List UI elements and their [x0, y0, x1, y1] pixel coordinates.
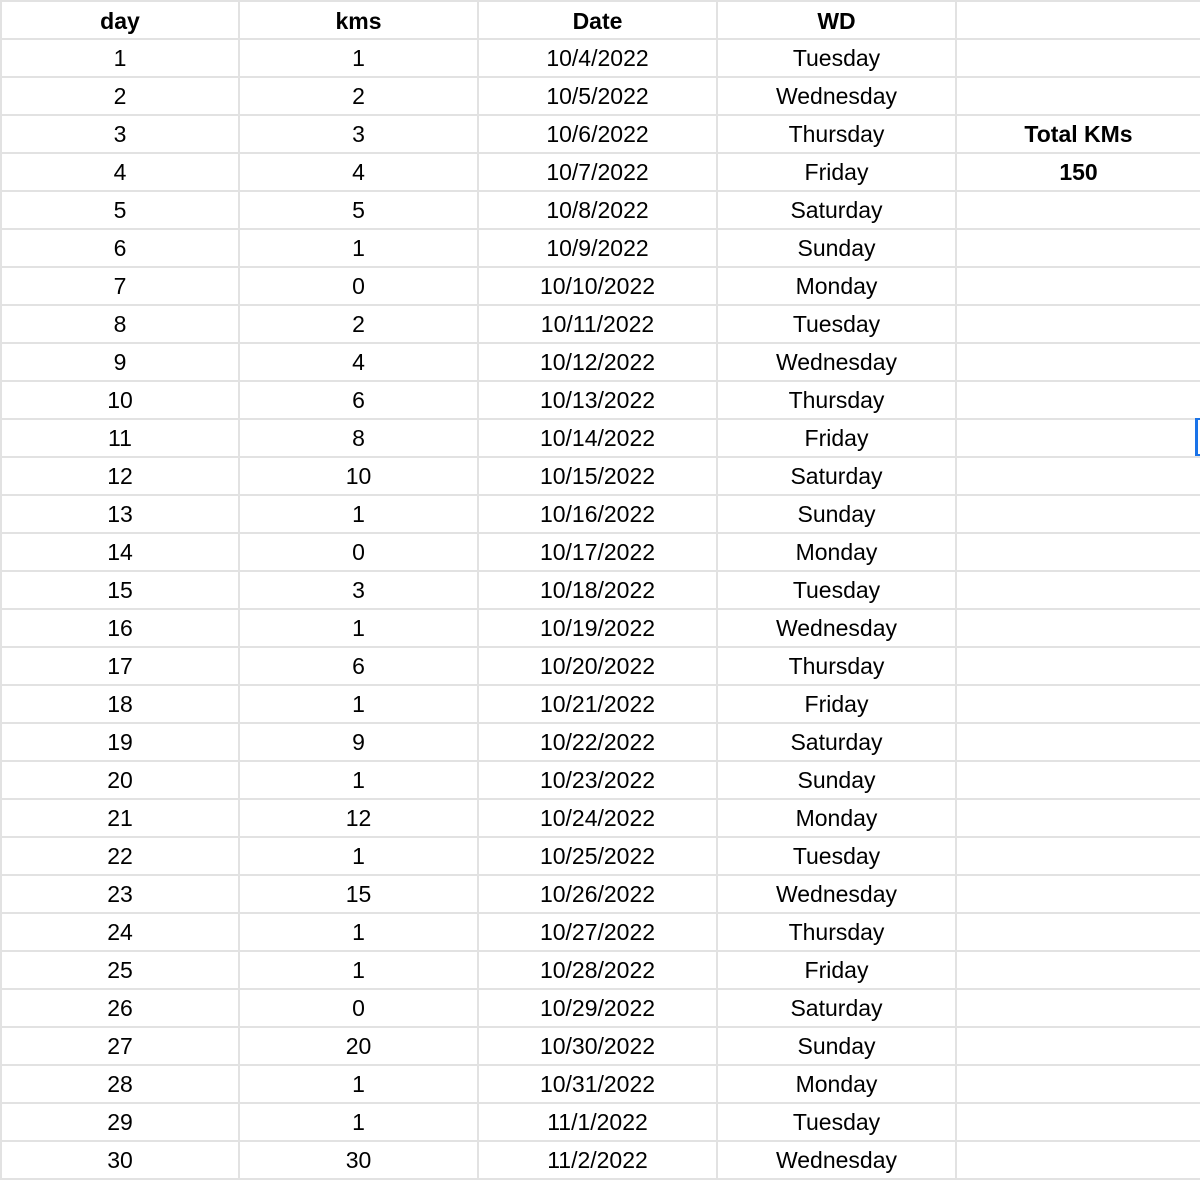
- cell-date[interactable]: 10/11/2022: [479, 306, 718, 344]
- cell-kms[interactable]: 1: [240, 496, 479, 534]
- cell-kms[interactable]: 15: [240, 876, 479, 914]
- cell-date[interactable]: 10/30/2022: [479, 1028, 718, 1066]
- cell-kms[interactable]: 0: [240, 268, 479, 306]
- cell-date[interactable]: 10/7/2022: [479, 154, 718, 192]
- cell-day[interactable]: 17: [0, 648, 240, 686]
- table-row: [0, 344, 1200, 382]
- table-row: [0, 116, 1200, 154]
- cell-day[interactable]: 6: [0, 230, 240, 268]
- cell-kms[interactable]: 1: [240, 610, 479, 648]
- header-cell-wd[interactable]: WD: [718, 0, 957, 40]
- table-row: [0, 382, 1200, 420]
- cell-day[interactable]: 4: [0, 154, 240, 192]
- cell-wd[interactable]: Saturday: [718, 458, 957, 496]
- table-row: [0, 458, 1200, 496]
- cell-date[interactable]: 10/20/2022: [479, 648, 718, 686]
- cell-wd[interactable]: Tuesday: [718, 40, 957, 78]
- cell-kms[interactable]: 1: [240, 686, 479, 724]
- cell-kms[interactable]: 5: [240, 192, 479, 230]
- cell-kms[interactable]: 1: [240, 40, 479, 78]
- cell-empty[interactable]: [957, 990, 1200, 1028]
- cell-wd[interactable]: Sunday: [718, 762, 957, 800]
- cell-day[interactable]: 25: [0, 952, 240, 990]
- cell-empty[interactable]: [957, 268, 1200, 306]
- cell-date[interactable]: 10/9/2022: [479, 230, 718, 268]
- cell-kms[interactable]: 1: [240, 1104, 479, 1142]
- cell-day[interactable]: 22: [0, 838, 240, 876]
- cell-empty[interactable]: [957, 610, 1200, 648]
- cell-kms[interactable]: 20: [240, 1028, 479, 1066]
- cell-wd[interactable]: Thursday: [718, 914, 957, 952]
- cell-date[interactable]: 10/22/2022: [479, 724, 718, 762]
- cell-wd[interactable]: Monday: [718, 1066, 957, 1104]
- cell-day[interactable]: 20: [0, 762, 240, 800]
- cell-empty[interactable]: [957, 344, 1200, 382]
- cell-date[interactable]: 10/27/2022: [479, 914, 718, 952]
- cell-day[interactable]: 19: [0, 724, 240, 762]
- cell-kms[interactable]: 0: [240, 534, 479, 572]
- cell-empty[interactable]: [957, 496, 1200, 534]
- cell-date[interactable]: 10/10/2022: [479, 268, 718, 306]
- cell-day[interactable]: 8: [0, 306, 240, 344]
- cell-day[interactable]: 28: [0, 1066, 240, 1104]
- header-cell-day[interactable]: day: [0, 0, 240, 40]
- cell-empty[interactable]: [957, 952, 1200, 990]
- cell-empty[interactable]: [957, 572, 1200, 610]
- cell-wd[interactable]: Monday: [718, 534, 957, 572]
- cell-day[interactable]: 1: [0, 40, 240, 78]
- cell-day[interactable]: 23: [0, 876, 240, 914]
- cell-kms[interactable]: 0: [240, 990, 479, 1028]
- cell-date[interactable]: 10/31/2022: [479, 1066, 718, 1104]
- cell-date[interactable]: 10/19/2022: [479, 610, 718, 648]
- cell-date[interactable]: 10/12/2022: [479, 344, 718, 382]
- table-row: [0, 534, 1200, 572]
- cell-empty[interactable]: [957, 420, 1200, 458]
- cell-date[interactable]: 10/16/2022: [479, 496, 718, 534]
- cell-empty[interactable]: [957, 382, 1200, 420]
- cell-date[interactable]: 10/6/2022: [479, 116, 718, 154]
- cell-wd[interactable]: Sunday: [718, 1028, 957, 1066]
- cell-day[interactable]: 3: [0, 116, 240, 154]
- cell-wd[interactable]: Friday: [718, 420, 957, 458]
- cell-date[interactable]: 10/8/2022: [479, 192, 718, 230]
- selection-marker: [1195, 418, 1200, 456]
- header-cell-empty[interactable]: [957, 0, 1200, 40]
- cell-empty[interactable]: [957, 458, 1200, 496]
- table-row: [0, 838, 1200, 876]
- header-cell-kms[interactable]: kms: [240, 0, 479, 40]
- cell-date[interactable]: 10/4/2022: [479, 40, 718, 78]
- cell-date[interactable]: 10/14/2022: [479, 420, 718, 458]
- cell-wd[interactable]: Friday: [718, 952, 957, 990]
- cell-wd[interactable]: Tuesday: [718, 838, 957, 876]
- table-row: [0, 154, 1200, 192]
- table-row: [0, 1066, 1200, 1104]
- cell-kms[interactable]: 1: [240, 952, 479, 990]
- cell-kms[interactable]: 4: [240, 344, 479, 382]
- table-row: [0, 952, 1200, 990]
- header-cell-date[interactable]: Date: [479, 0, 718, 40]
- table-row: [0, 1104, 1200, 1142]
- table-row: [0, 610, 1200, 648]
- cell-day[interactable]: 12: [0, 458, 240, 496]
- table-row: [0, 686, 1200, 724]
- cell-date[interactable]: 10/29/2022: [479, 990, 718, 1028]
- cell-kms[interactable]: 2: [240, 306, 479, 344]
- cell-wd[interactable]: Saturday: [718, 990, 957, 1028]
- cell-wd[interactable]: Friday: [718, 154, 957, 192]
- cell-kms[interactable]: 1: [240, 230, 479, 268]
- cell-date[interactable]: 10/23/2022: [479, 762, 718, 800]
- table-row: [0, 230, 1200, 268]
- cell-date[interactable]: 10/26/2022: [479, 876, 718, 914]
- cell-empty[interactable]: [957, 534, 1200, 572]
- cell-empty[interactable]: [957, 686, 1200, 724]
- cell-date[interactable]: 10/21/2022: [479, 686, 718, 724]
- table-row: [0, 800, 1200, 838]
- cell-empty[interactable]: [957, 40, 1200, 78]
- cell-date[interactable]: 11/1/2022: [479, 1104, 718, 1142]
- cell-empty[interactable]: [957, 1028, 1200, 1066]
- cell-kms[interactable]: 1: [240, 762, 479, 800]
- table-row: [0, 724, 1200, 762]
- header-row: [0, 0, 1200, 40]
- cell-kms[interactable]: 10: [240, 458, 479, 496]
- cell-date[interactable]: 11/2/2022: [479, 1142, 718, 1180]
- cell-day[interactable]: 27: [0, 1028, 240, 1066]
- cell-day[interactable]: 11: [0, 420, 240, 458]
- cell-wd[interactable]: Sunday: [718, 230, 957, 268]
- cell-date[interactable]: 10/25/2022: [479, 838, 718, 876]
- cell-wd[interactable]: Monday: [718, 800, 957, 838]
- table-row: [0, 572, 1200, 610]
- cell-empty[interactable]: [957, 192, 1200, 230]
- cell-wd[interactable]: Sunday: [718, 496, 957, 534]
- cell-kms[interactable]: 3: [240, 116, 479, 154]
- table-row: [0, 990, 1200, 1028]
- cell-date[interactable]: 10/15/2022: [479, 458, 718, 496]
- cell-kms[interactable]: 9: [240, 724, 479, 762]
- cell-day[interactable]: 21: [0, 800, 240, 838]
- table-row: [0, 306, 1200, 344]
- cell-kms[interactable]: 1: [240, 914, 479, 952]
- cell-wd[interactable]: Thursday: [718, 382, 957, 420]
- cell-day[interactable]: 30: [0, 1142, 240, 1180]
- cell-date[interactable]: 10/28/2022: [479, 952, 718, 990]
- cell-day[interactable]: 15: [0, 572, 240, 610]
- cell-empty[interactable]: [957, 838, 1200, 876]
- cell-day[interactable]: 16: [0, 610, 240, 648]
- cell-date[interactable]: 10/18/2022: [479, 572, 718, 610]
- table-row: [0, 1028, 1200, 1066]
- cell-date[interactable]: 10/13/2022: [479, 382, 718, 420]
- cell-kms[interactable]: 8: [240, 420, 479, 458]
- cell-day[interactable]: 13: [0, 496, 240, 534]
- cell-wd[interactable]: Wednesday: [718, 876, 957, 914]
- data-rows: [0, 40, 1200, 1180]
- table-row: [0, 40, 1200, 78]
- cell-date[interactable]: 10/24/2022: [479, 800, 718, 838]
- cell-wd[interactable]: Monday: [718, 268, 957, 306]
- cell-empty[interactable]: [957, 876, 1200, 914]
- cell-day[interactable]: 7: [0, 268, 240, 306]
- cell-wd[interactable]: Wednesday: [718, 1142, 957, 1180]
- cell-kms[interactable]: 1: [240, 1066, 479, 1104]
- cell-wd[interactable]: Tuesday: [718, 1104, 957, 1142]
- cell-empty[interactable]: [957, 800, 1200, 838]
- cell-day[interactable]: 29: [0, 1104, 240, 1142]
- cell-wd[interactable]: Tuesday: [718, 306, 957, 344]
- cell-kms[interactable]: 6: [240, 648, 479, 686]
- table-row: [0, 1142, 1200, 1180]
- table-row: [0, 648, 1200, 686]
- cell-wd[interactable]: Saturday: [718, 724, 957, 762]
- cell-empty[interactable]: [957, 230, 1200, 268]
- table-row: [0, 762, 1200, 800]
- cell-empty[interactable]: [957, 724, 1200, 762]
- cell-empty[interactable]: [957, 762, 1200, 800]
- cell-day[interactable]: 26: [0, 990, 240, 1028]
- table-row: [0, 496, 1200, 534]
- table-row: [0, 78, 1200, 116]
- cell-day[interactable]: 9: [0, 344, 240, 382]
- cell-wd[interactable]: Thursday: [718, 116, 957, 154]
- total-kms-label[interactable]: Total KMs: [957, 116, 1200, 154]
- table-row: [0, 914, 1200, 952]
- cell-wd[interactable]: Wednesday: [718, 78, 957, 116]
- table-row: [0, 268, 1200, 306]
- cell-kms[interactable]: 30: [240, 1142, 479, 1180]
- cell-day[interactable]: 2: [0, 78, 240, 116]
- cell-day[interactable]: 14: [0, 534, 240, 572]
- cell-empty[interactable]: [957, 648, 1200, 686]
- table-row: [0, 420, 1200, 458]
- cell-empty[interactable]: [957, 1104, 1200, 1142]
- cell-kms[interactable]: 1: [240, 838, 479, 876]
- cell-kms[interactable]: 6: [240, 382, 479, 420]
- cell-empty[interactable]: [957, 1066, 1200, 1104]
- cell-empty[interactable]: [957, 1142, 1200, 1180]
- cell-date[interactable]: 10/5/2022: [479, 78, 718, 116]
- cell-kms[interactable]: 2: [240, 78, 479, 116]
- total-kms-value[interactable]: 150: [957, 154, 1200, 192]
- cell-wd[interactable]: Tuesday: [718, 572, 957, 610]
- cell-kms[interactable]: 4: [240, 154, 479, 192]
- cell-empty[interactable]: [957, 914, 1200, 952]
- cell-date[interactable]: 10/17/2022: [479, 534, 718, 572]
- cell-kms[interactable]: 12: [240, 800, 479, 838]
- cell-day[interactable]: 24: [0, 914, 240, 952]
- cell-wd[interactable]: Wednesday: [718, 610, 957, 648]
- cell-day[interactable]: 5: [0, 192, 240, 230]
- cell-empty[interactable]: [957, 306, 1200, 344]
- cell-empty[interactable]: [957, 78, 1200, 116]
- cell-day[interactable]: 18: [0, 686, 240, 724]
- table-row: [0, 876, 1200, 914]
- cell-wd[interactable]: Thursday: [718, 648, 957, 686]
- cell-wd[interactable]: Friday: [718, 686, 957, 724]
- cell-kms[interactable]: 3: [240, 572, 479, 610]
- cell-wd[interactable]: Saturday: [718, 192, 957, 230]
- table-row: [0, 192, 1200, 230]
- cell-wd[interactable]: Wednesday: [718, 344, 957, 382]
- cell-day[interactable]: 10: [0, 382, 240, 420]
